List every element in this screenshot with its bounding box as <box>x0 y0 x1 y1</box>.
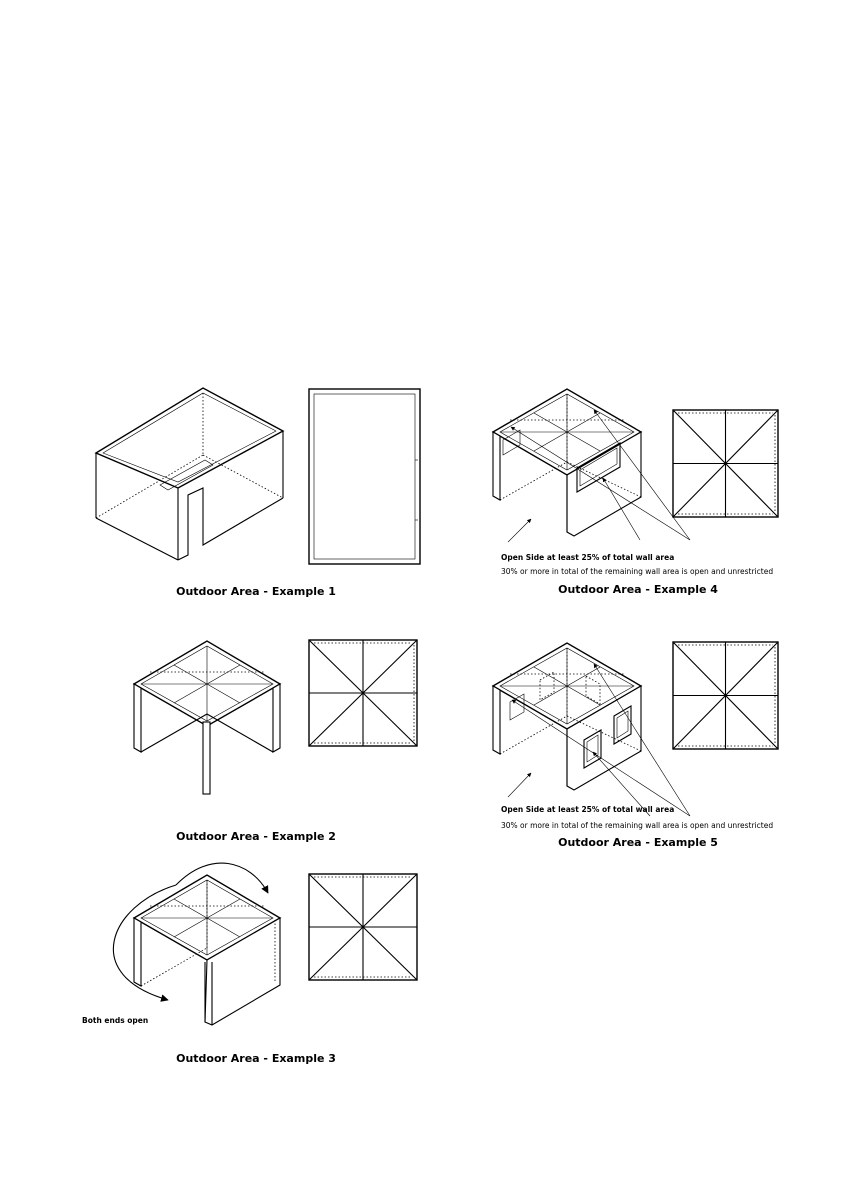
example-3-note: Both ends open <box>82 1016 149 1025</box>
example-5-note-open-side: Open Side at least 25% of total wall area <box>501 805 675 814</box>
example-5-plan <box>673 642 778 749</box>
example-3-caption: Outdoor Area - Example 3 <box>176 1052 336 1065</box>
example-4-note-open-side: Open Side at least 25% of total wall area <box>501 553 675 562</box>
example-3-plan <box>309 874 417 980</box>
example-2-isometric <box>134 641 280 794</box>
example-1-isometric <box>96 388 283 560</box>
example-5-note-remaining: 30% or more in total of the remaining wall area is open and unrestricted <box>501 821 774 830</box>
example-1-caption: Outdoor Area - Example 1 <box>176 585 336 598</box>
example-3-isometric <box>113 863 280 1025</box>
example-4-plan <box>673 410 778 517</box>
example-4-note-remaining: 30% or more in total of the remaining wall area is open and unrestricted <box>501 567 774 576</box>
example-2-plan <box>309 640 417 746</box>
example-5-isometric <box>493 643 690 816</box>
example-1-plan <box>309 389 420 564</box>
example-4-isometric <box>493 389 690 542</box>
example-2-caption: Outdoor Area - Example 2 <box>176 830 336 843</box>
example-5-caption: Outdoor Area - Example 5 <box>558 836 718 849</box>
example-4-caption: Outdoor Area - Example 4 <box>558 583 718 596</box>
